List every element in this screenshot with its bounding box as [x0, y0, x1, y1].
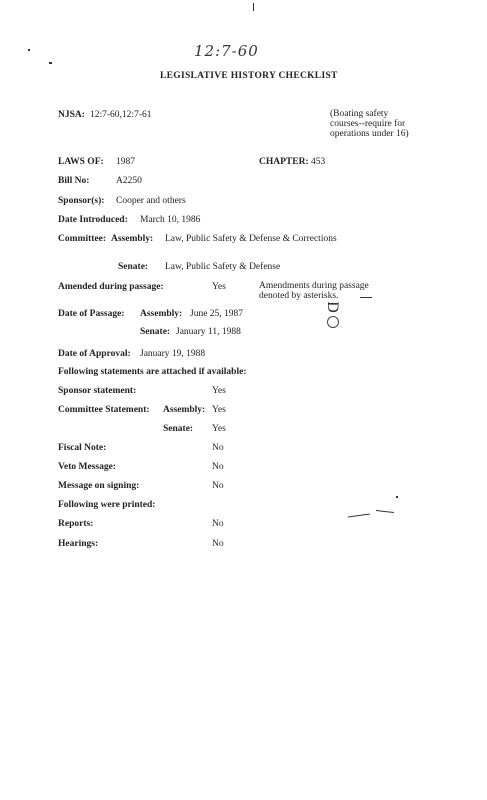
passage-senate-value: January 11, 1988: [176, 327, 241, 337]
amended-value: Yes: [212, 282, 226, 292]
message-on-signing-label: Message on signing:: [58, 481, 140, 491]
page-title: LEGISLATIVE HISTORY CHECKLIST: [160, 71, 338, 81]
sponsor-statement-label: Sponsor statement:: [58, 386, 137, 396]
amended-note: Amendments during passage denoted by asterisks.: [259, 281, 369, 301]
chapter-label: CHAPTER:: [259, 157, 309, 167]
date-introduced-label: Date Introduced:: [58, 215, 128, 225]
hearings-value: No: [212, 539, 224, 549]
njsa-value: 12:7-60,12:7-61: [90, 110, 152, 120]
amended-label: Amended during passage:: [58, 282, 164, 292]
chapter-value: 453: [311, 157, 326, 167]
sponsor-statement-value: Yes: [212, 386, 226, 396]
veto-message-value: No: [212, 462, 224, 472]
hearings-label: Hearings:: [58, 539, 99, 549]
date-of-approval-label: Date of Approval:: [58, 349, 131, 359]
scan-speck: [49, 62, 52, 64]
reports-label: Reports:: [58, 519, 94, 529]
veto-message-label: Veto Message:: [58, 462, 116, 472]
committee-assembly-label: Assembly:: [111, 234, 154, 244]
fiscal-note-label: Fiscal Note:: [58, 443, 107, 453]
margin-handwritten-mark: D: [323, 301, 341, 313]
committee-statement-senate-label: Senate:: [163, 424, 194, 434]
sponsors-value: Cooper and others: [116, 196, 186, 206]
margin-stroke: [396, 496, 398, 498]
committee-statement-assembly-value: Yes: [212, 405, 226, 415]
committee-assembly-value: Law, Public Safety & Defense & Corrections: [165, 234, 337, 244]
laws-of-value: 1987: [116, 157, 135, 167]
handwritten-reference: 12:7-60: [194, 42, 259, 60]
fiscal-note-value: No: [212, 443, 224, 453]
njsa-label: NJSA:: [58, 110, 85, 120]
margin-stroke: [348, 513, 370, 517]
following-statements-heading: Following statements are attached if available:: [58, 367, 247, 377]
passage-assembly-value: June 25, 1987: [190, 309, 244, 319]
committee-label: Committee:: [58, 234, 107, 244]
bill-no-label: Bill No:: [58, 176, 90, 186]
margin-stroke: [360, 297, 372, 298]
sponsors-label: Sponsor(s):: [58, 196, 105, 206]
following-printed-heading: Following were printed:: [58, 500, 156, 510]
message-on-signing-value: No: [212, 481, 224, 491]
scan-speck: [28, 49, 30, 51]
committee-senate-value: Law, Public Safety & Defense: [165, 262, 281, 272]
reports-value: No: [212, 519, 224, 529]
passage-senate-label: Senate:: [140, 327, 171, 337]
topic-note: (Boating safety courses--require for operations under 16): [330, 109, 409, 139]
date-of-passage-label: Date of Passage:: [58, 309, 125, 319]
margin-stroke: [327, 316, 339, 328]
committee-statement-senate-value: Yes: [212, 424, 226, 434]
committee-statement-assembly-label: Assembly:: [163, 405, 206, 415]
date-introduced-value: March 10, 1986: [140, 215, 201, 225]
date-of-approval-value: January 19, 1988: [140, 349, 206, 359]
committee-senate-label: Senate:: [118, 262, 149, 272]
laws-of-label: LAWS OF:: [58, 157, 104, 167]
passage-assembly-label: Assembly:: [140, 309, 183, 319]
scan-speck: [253, 3, 254, 11]
bill-no-value: A2250: [116, 176, 142, 186]
margin-stroke: [376, 510, 394, 513]
committee-statement-label: Committee Statement:: [58, 405, 150, 415]
